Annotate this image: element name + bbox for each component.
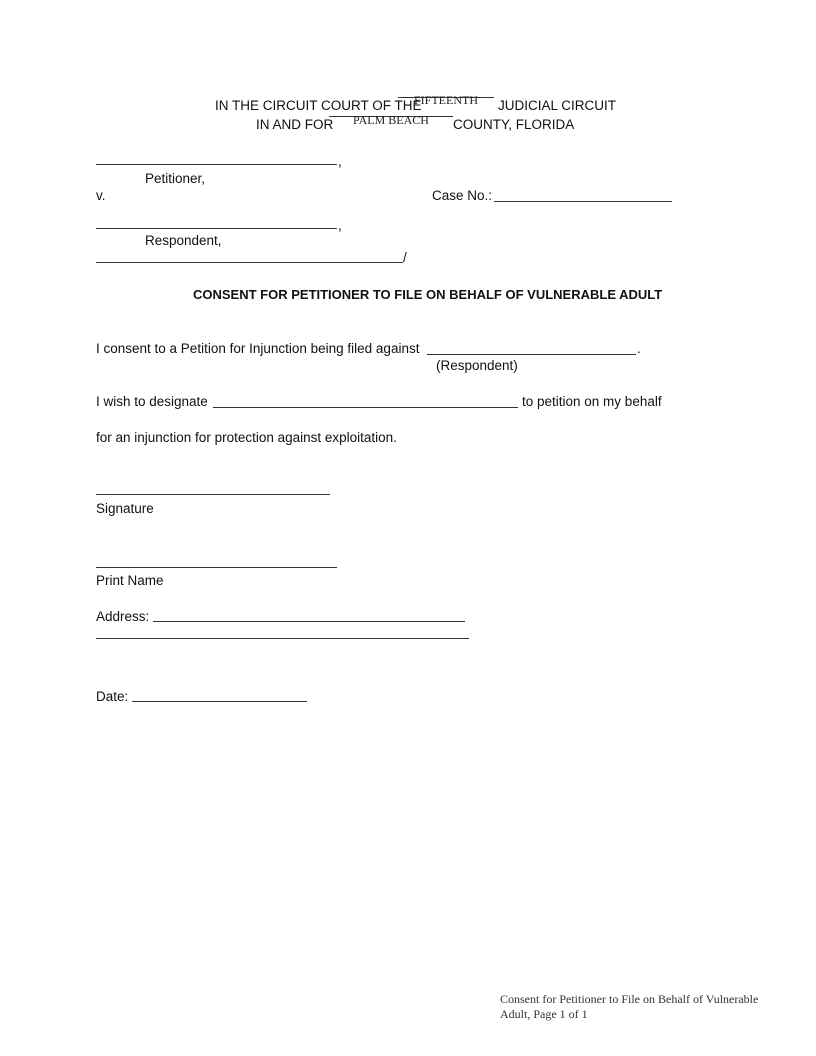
header-line1-suffix: JUDICIAL CIRCUIT bbox=[498, 98, 617, 113]
header-line2-suffix: COUNTY, FLORIDA bbox=[453, 117, 575, 132]
respondent-field[interactable] bbox=[427, 354, 636, 355]
header-line2-prefix: IN AND FOR bbox=[256, 117, 334, 132]
footer-line2: Adult, Page 1 of 1 bbox=[500, 1007, 588, 1021]
circuit-value: FIFTEENTH bbox=[414, 93, 478, 107]
consent-text: I consent to a Petition for Injunction being filed against bbox=[96, 341, 420, 356]
consent-period: . bbox=[637, 341, 641, 356]
petitioner-comma: , bbox=[338, 154, 342, 169]
address-field-line1[interactable] bbox=[153, 621, 465, 622]
page-footer bbox=[500, 992, 780, 1022]
header-line1-prefix: IN THE CIRCUIT COURT OF THE bbox=[215, 98, 422, 113]
petitioner-label: Petitioner, bbox=[145, 171, 206, 186]
respondent-name-field[interactable] bbox=[96, 228, 337, 229]
print-name-field[interactable] bbox=[96, 567, 337, 568]
footer-line1: Consent for Petitioner to File on Behalf of Vulnerable bbox=[500, 992, 759, 1006]
case-no-field[interactable] bbox=[494, 201, 672, 202]
caption-closing-line bbox=[96, 262, 403, 263]
designate-prefix: I wish to designate bbox=[96, 394, 208, 409]
designate-continuation: for an injunction for protection against exploitation. bbox=[96, 430, 397, 445]
versus-label: v. bbox=[96, 188, 106, 203]
caption-closing-slash: / bbox=[403, 250, 407, 265]
date-label: Date: bbox=[96, 689, 129, 704]
respondent-label: Respondent, bbox=[145, 233, 222, 248]
respondent-hint: (Respondent) bbox=[436, 358, 518, 373]
signature-field[interactable] bbox=[96, 494, 330, 495]
designee-field[interactable] bbox=[213, 407, 518, 408]
county-value: PALM BEACH bbox=[353, 113, 429, 127]
address-label: Address: bbox=[96, 609, 150, 624]
address-field-line2[interactable] bbox=[96, 638, 469, 639]
petitioner-name-field[interactable] bbox=[96, 164, 337, 165]
date-field[interactable] bbox=[132, 701, 307, 702]
designate-suffix: to petition on my behalf bbox=[522, 394, 662, 409]
case-no-label: Case No.: bbox=[432, 188, 493, 203]
respondent-comma: , bbox=[338, 218, 342, 233]
document-title: CONSENT FOR PETITIONER TO FILE ON BEHALF OF VULNERABLE ADULT bbox=[193, 287, 663, 302]
print-name-label: Print Name bbox=[96, 573, 164, 588]
signature-label: Signature bbox=[96, 501, 154, 516]
